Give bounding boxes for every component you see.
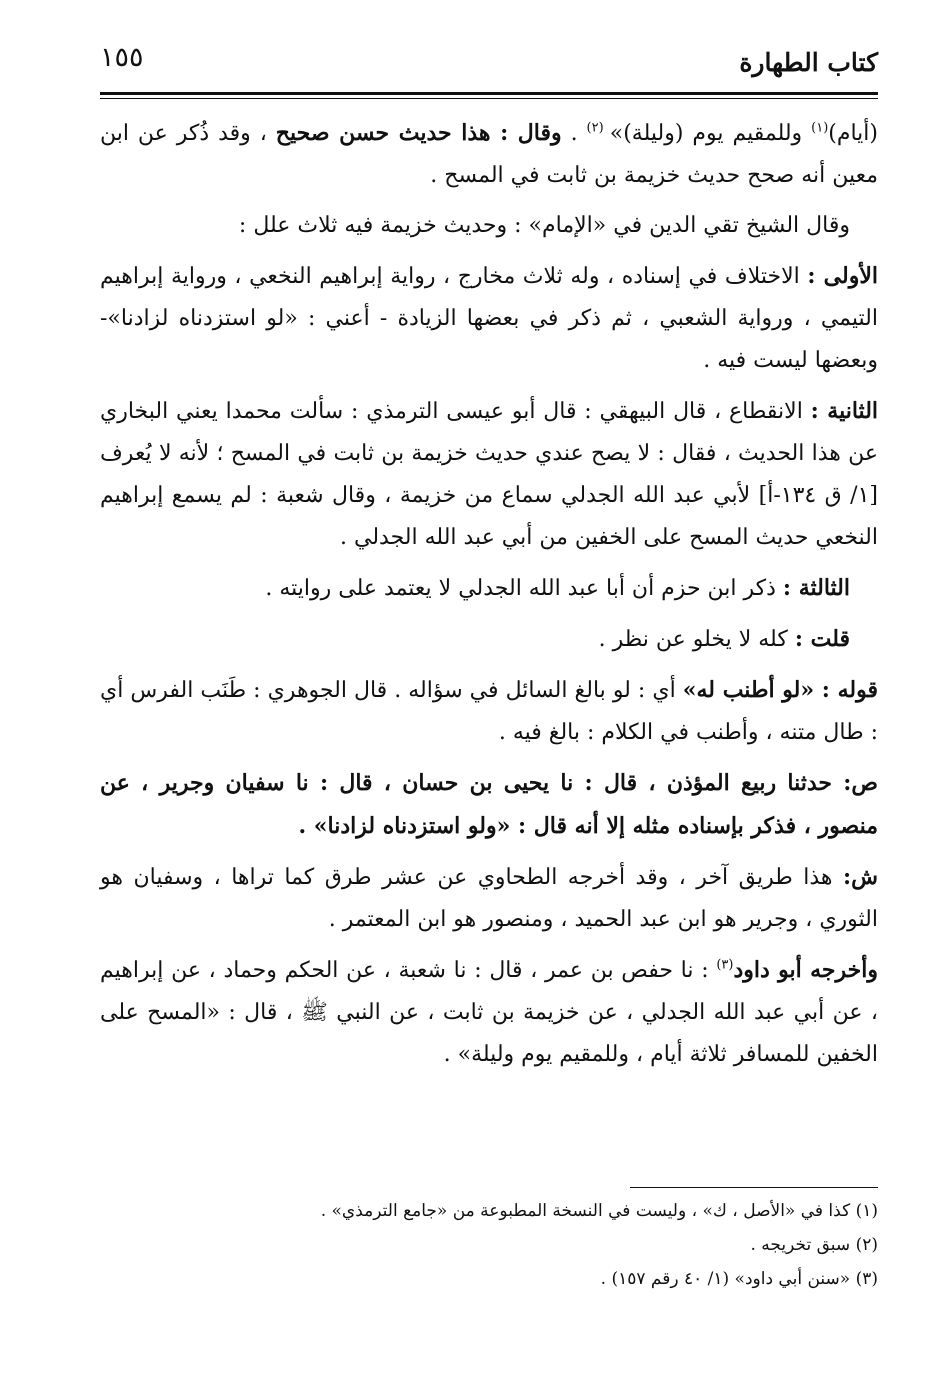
bold-text: ص: حدثنا ربيع المؤذن ، قال : نا يحيى بن حسان ، قال : نا سفيان وجرير ، عن منصور ، فذكر بإسناده مثله إلا أنه قال : «ولو استزدناه لزادنا» . <box>100 770 878 839</box>
paragraph <box>100 949 878 1076</box>
text-run: ذكر ابن حزم أن أبا عبد الله الجدلي لا يعتمد على روايته . <box>265 576 783 601</box>
bold-text: وأخرجه أبو داود <box>733 957 879 983</box>
paragraph <box>100 618 878 661</box>
paragraph <box>100 112 878 197</box>
paragraph <box>100 856 878 941</box>
bold-text: الثالثة : <box>782 575 850 601</box>
footnote-separator <box>630 1187 878 1188</box>
bold-text: الثانية : <box>810 398 879 424</box>
footnotes <box>100 1196 878 1298</box>
bold-text: وقال : هذا حديث حسن صحيح <box>275 120 562 146</box>
paragraph <box>100 669 878 754</box>
paragraph <box>100 567 878 610</box>
footnote: (٢) سبق تخريجه . <box>750 1235 878 1255</box>
header-rule <box>100 92 878 95</box>
page-number: ١٥٥ <box>100 42 144 73</box>
paragraph <box>100 205 878 247</box>
text-run: ، وقد ذُكر عن ابن معين أنه صحح حديث خزيمة بن ثابت في المسح . <box>100 121 878 188</box>
paragraph <box>100 390 878 559</box>
text-run: كله لا يخلو عن نظر . <box>598 627 795 652</box>
text-run: الانقطاع ، قال البيهقي : قال أبو عيسى الترمذي : سألت محمدا يعني البخاري عن هذا الحديث ، فقال : لا يصح عندي حديث خزيمة بن ثابت في المسح ؛ لأنه لا يُعرف [١/ ق ١٣٤-أ] لأبي عبد الله الجدلي سماع من خزيمة ، وقال شعبة : لم يسمع إبراهيم النخعي حديث المسح على الخفين من أبي عبد الله الجدلي . <box>100 399 879 550</box>
text-run: أي : لو بالغ السائل في سؤاله . قال الجوهري : طَنَب الفرس أي : طال متنه ، وأطنب في الكلام : بالغ فيه . <box>100 678 878 745</box>
footnote: (١) كذا في «الأصل ، ك» ، وليست في النسخة المطبوعة من «جامع الترمذي» . <box>320 1201 878 1221</box>
text-run: : نا حفص بن عمر ، قال : نا شعبة ، عن الحكم وحماد ، عن إبراهيم ، عن أبي عبد الله الجدلي ، عن خزيمة بن ثابت ، عن النبي ﷺ ، قال : «المسح على الخفين للمسافر ثلاثة أيام ، وللمقيم يوم وليلة» . <box>100 958 878 1067</box>
bold-text: قوله : «لو أطنب له» <box>682 677 878 703</box>
paragraph <box>100 762 878 848</box>
text-run: . <box>561 121 587 146</box>
footnote-reference: (١) <box>811 120 829 136</box>
bold-text: الأولى : <box>807 263 878 289</box>
footnote: (٣) «سنن أبي داود» (١/ ٤٠ رقم ١٥٧) . <box>600 1269 878 1289</box>
page-header <box>100 40 878 88</box>
paragraph <box>100 255 878 382</box>
text-run: هذا طريق آخر ، وقد أخرجه الطحاوي عن عشر طرق كما تراها ، وسفيان هو الثوري ، وجرير هو ابن عبد الحميد ، ومنصور هو ابن المعتمر . <box>100 865 878 932</box>
footnote-reference: (٢) <box>586 120 610 136</box>
text-run: وقال الشيخ تقي الدين في «الإمام» : وحديث خزيمة فيه ثلاث علل : <box>238 213 850 238</box>
text-run: الاختلاف في إسناده ، وله ثلاث مخارج ، رواية إبراهيم النخعي ، ورواية إبراهيم التيمي ، ورواية الشعبي ، ثم ذكر في بعضها الزيادة - أعني : «لو استزدناه لزادنا»- وبعضها ليست فيه . <box>100 264 878 373</box>
running-title: كتاب الطهارة <box>739 48 878 77</box>
bold-text: قلت : <box>794 626 850 652</box>
text-run: (أيام) <box>828 121 878 146</box>
header-rule-thin <box>100 98 878 99</box>
bold-text: ش: <box>843 864 878 890</box>
main-text <box>100 112 878 1084</box>
text-run: وللمقيم يوم (وليلة)» <box>609 121 812 146</box>
footnote-reference: (٣) <box>716 957 734 973</box>
